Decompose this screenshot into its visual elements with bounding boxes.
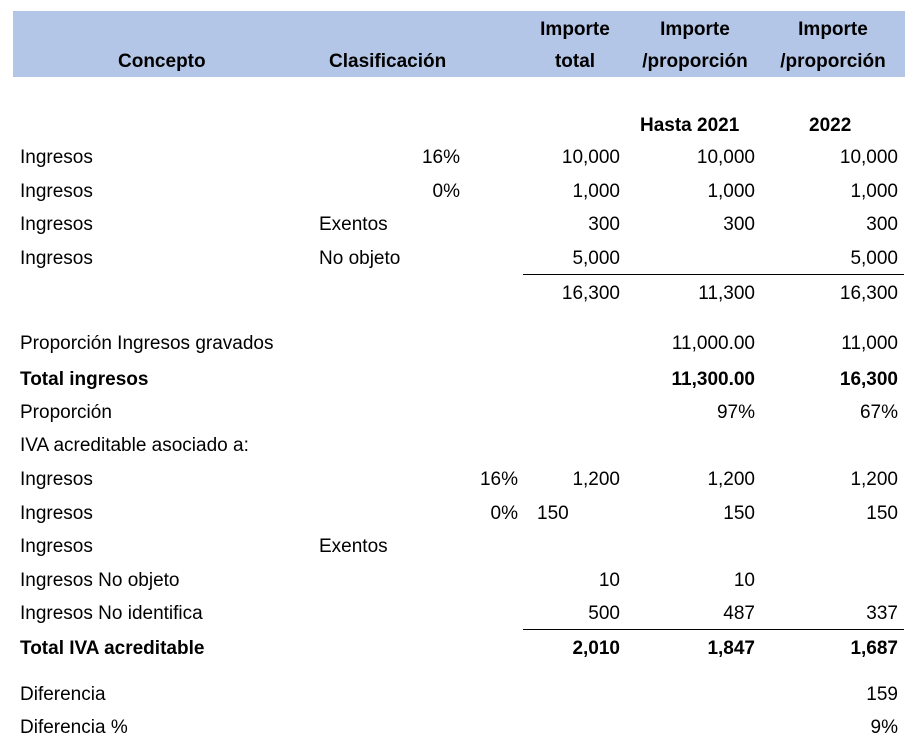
- total-iva-rule: [523, 629, 904, 630]
- iva-section-title: IVA acreditable asociado a:: [20, 435, 249, 456]
- header-clasificacion: Clasificación: [329, 51, 447, 72]
- header-importe-prop2-l2: /proporción: [780, 51, 886, 72]
- header-concepto: Concepto: [118, 51, 206, 72]
- header-importe-prop1-l1: Importe: [660, 19, 730, 40]
- header-importe-total-l1: Importe: [540, 19, 610, 40]
- header-importe-prop1-l2: /proporción: [642, 51, 748, 72]
- period-2022: 2022: [809, 115, 852, 136]
- period-hasta-2021: Hasta 2021: [640, 115, 740, 136]
- header-importe-total-l2: total: [554, 51, 596, 72]
- header-importe-prop2-l1: Importe: [798, 19, 868, 40]
- subtotal-rule: [523, 274, 904, 275]
